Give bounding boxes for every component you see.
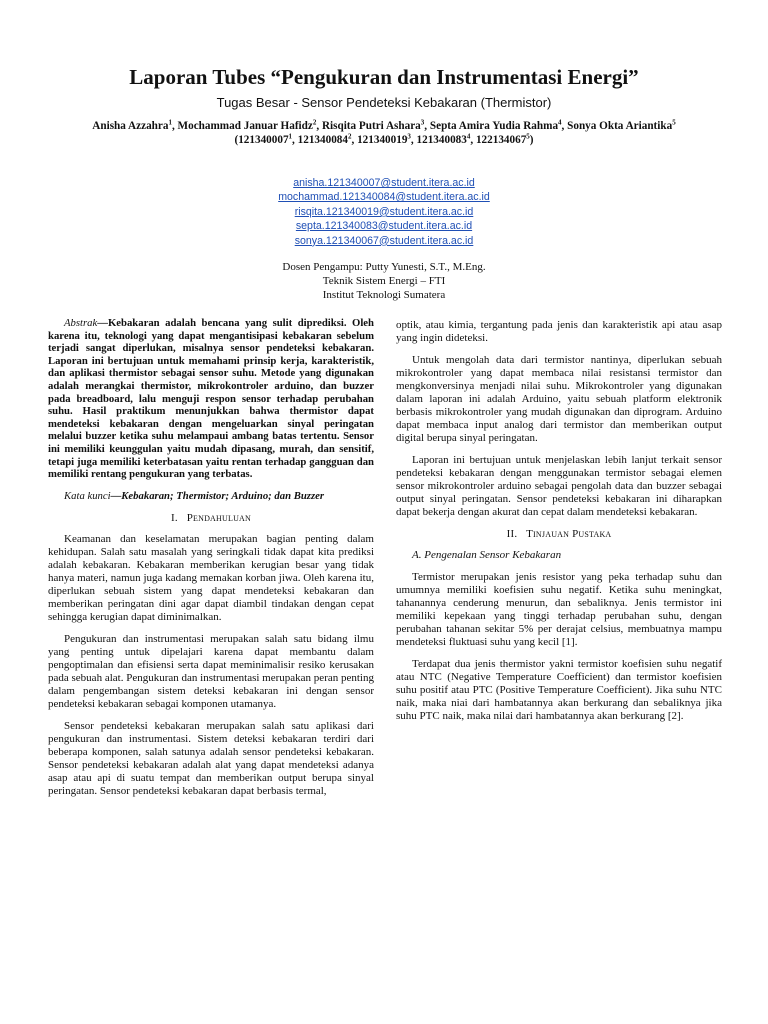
body-paragraph: Untuk mengolah data dari termistor nantinya, diperlukan sebuah mikrokontroler yang dapat membaca nilai resistansi termistor dan mengkonversinya menjadi nilai suhu. Mikrokontroler yang digunakan dalam laporan ini adalah Arduino, yaitu sebuah platform elektronik berbasis mikrokontroler yang mudah digunakan dan diprogram. Arduino dapat membaca input analog dari termistor dan memberikan output digital berupa sinyal peringatan.	[396, 354, 722, 444]
section-title: Tinjauan Pustaka	[526, 528, 612, 540]
author-id: 121340083	[416, 134, 467, 146]
paper-title: Laporan Tubes “Pengukuran dan Instrumentasi Energi”	[129, 65, 639, 89]
subsection-heading-a: A. Pengenalan Sensor Kebakaran	[412, 549, 562, 561]
email-link[interactable]: sonya.121340067@student.itera.ac.id	[294, 234, 474, 247]
author-id: 121340084	[297, 134, 348, 146]
keywords	[48, 490, 374, 503]
author-id-mark: 3	[407, 132, 411, 141]
body-paragraph: Laporan ini bertujuan untuk menjelaskan lebih lanjut terkait sensor pendeteksi kebakaran dengan menggunakan termistor sebagai elemen sensor mikrokontroler arduino sebagai pengolah data dan buzzer sebagai output sinyal peringatan. Sensor pendeteksi kebakaran ini diharapkan dapat bekerja dengan akurat dan cepat dalam mendeteksi kebakaran.	[396, 454, 722, 518]
author-id: 122134067	[475, 134, 527, 146]
paper-subtitle: Tugas Besar - Sensor Pendeteksi Kebakaran (Thermistor)	[216, 95, 552, 110]
abstract	[48, 317, 374, 481]
supervisor-line: Dosen Pengampu: Putty Yunesti, S.T., M.Eng.	[282, 261, 486, 273]
abstract-body: —Kebakaran adalah bencana yang sulit diprediksi. Oleh karena itu, teknologi yang dapat mengantisipasi kebakaran sebelum terjadi sangat diperlukan, misalnya sensor pendeteksi kebakaran. Laporan ini bertujuan untuk memahami prinsip kerja, karakteristik, dan aplikasi thermistor sebagai sensor suhu. Metode yang digunakan adalah merangkai thermistor, mikrokontroler arduino, dan buzzer pada breadboard, lalu menguji respon sensor terhadap perubahan suhu. Hasil praktikum menunjukkan bahwa thermistor dapat mendeteksi kebakaran dengan mengeluarkan sinyal peringatan melalui buzzer ketika suhu melampaui ambang batas tertentu. Sensor ini memiliki keunggulan yaitu mudah dipasang, murah, dan sensitif, tetapi juga memiliki keterbatasan yaitu rentan terhadap gangguan dan memiliki rentang pengukuran yang terbatas.	[48, 317, 374, 481]
author-ids: (121340007$^1$, 121340084$^2$, 121340019$^3$, 121340083$^4$, 122134067$^5$)	[234, 132, 534, 146]
section-number: I.	[171, 511, 178, 524]
section-heading-2	[396, 528, 722, 541]
department-line: Teknik Sistem Energi – FTI	[322, 275, 446, 287]
author-name: Septa Amira Yudia Rahma	[429, 120, 559, 132]
section-heading-1	[48, 512, 374, 525]
institution-line: Institut Teknologi Sumatera	[322, 289, 446, 301]
email-link[interactable]: mochammad.121340084@student.itera.ac.id	[278, 191, 490, 204]
author-id: 121340007	[238, 134, 289, 146]
left-column	[48, 317, 374, 807]
section-title: Pendahuluan	[186, 511, 251, 524]
body-paragraph: Terdapat dua jenis thermistor yakni termistor koefisien suhu negatif atau NTC (Negative Temperature Coefficient) dan termistor koefisien suhu positif atau PTC (Positive Temperature Coefficient). Jika suhu NTC naik, maka niai dari hambatannya akan berkurang dan sebaliknya jika suhu PTC naik, maka nilai dari hambatannya akan berkurang [2].	[396, 658, 722, 722]
author-names: Anisha Azzahra$^1$, Mochammad Januar Hafidz$^2$, Risqita Putri Ashara$^3$, Septa Amira Yudia Rahma$^4$, Sonya Okta Ariantika$^5$	[92, 118, 676, 132]
author-id-mark: 4	[466, 132, 471, 141]
email-link[interactable]: septa.121340083@student.itera.ac.id	[295, 220, 473, 233]
author-id-mark: 2	[347, 132, 352, 141]
author-mark: 5	[672, 118, 676, 127]
author-name: Mochammad Januar Hafidz	[177, 120, 313, 132]
abstract-lead: Abstrak	[64, 317, 98, 329]
author-name: Risqita Putri Ashara	[321, 120, 421, 132]
author-block	[70, 119, 698, 147]
body-paragraph: Keamanan dan keselamatan merupakan bagian penting dalam kehidupan. Salah satu masalah yang seringkali tidak dapat kita prediksi adalah kebakaran. Kebakaran memberikan kerugian besar yang tidak hanya materi, namun juga kadang memakan korban jiwa. Oleh karena itu, diperlukan sebuah sistem yang dapat mendeteksi kebakaran dan memberikan peringatan dini agar dapat diambil tindakan dengan cepat sehingga kerugian dapat diminimalkan.	[48, 532, 374, 623]
author-id-mark: 5	[526, 132, 530, 141]
email-link[interactable]: anisha.121340007@student.itera.ac.id	[293, 177, 475, 189]
body-paragraph-continued: optik, atau kimia, tergantung pada jenis dan karakteristik api atau asap yang ingin dideteksi.	[396, 319, 722, 344]
section-number: II.	[506, 528, 518, 540]
affiliation-block	[0, 260, 768, 302]
email-link[interactable]: risqita.121340019@student.itera.ac.id	[294, 205, 474, 218]
author-name: Sonya Okta Ariantika	[567, 120, 673, 132]
author-mark: 1	[168, 118, 172, 127]
keywords-body: —Kebakaran; Thermistor; Arduino; dan Buzzer	[110, 489, 325, 502]
author-id-mark: 1	[288, 132, 293, 141]
email-list	[0, 176, 768, 248]
keywords-lead: Kata kunci	[64, 489, 111, 502]
author-name: Anisha Azzahra	[92, 120, 169, 132]
right-column	[396, 319, 722, 732]
author-mark: 3	[420, 118, 425, 127]
author-mark: 4	[558, 118, 562, 127]
body-paragraph: Pengukuran dan instrumentasi merupakan salah satu bidang ilmu yang penting untuk dipelajari karena dapat membantu dalam pengoptimalan dan efisiensi serta dapat meminimalisir resiko kerusakan pada sebuah alat. Pengukuran dan instrumentasi merupakan peran penting dalam pengembangan sistem deteksi kebakaran ini dengan sensor pendeteksi kebakaran sebagai komponen utamanya.	[48, 632, 374, 710]
body-paragraph: Termistor merupakan jenis resistor yang peka terhadap suhu dan umumnya memiliki koefisien suhu negatif. Ketika suhu meningkat, tahanannya cenderung menurun, dan sebaliknya. Jenis termistor ini memiliki kepekaan yang tinggi terhadap perubahan suhu, dengan perubahan tahanan sekitar 5% per derajat celsius, membuatnya mampu mendeteksi fluktuasi suhu yang kecil [1].	[396, 571, 722, 648]
author-id: 121340019	[357, 134, 408, 146]
body-paragraph: Sensor pendeteksi kebakaran merupakan salah satu aplikasi dari pengukuran dan instrumentasi. Sistem deteksi kebakaran terdiri dari beberapa komponen, salah satunya adalah sensor pendeteksi kebakaran. Sensor pendeteksi kebakaran adalah alat yang dapat mendeteksi adanya asap atau api di suatu tempat dan memberikan output berupa sinyal peringatan. Sensor pendeteksi kebakaran dapat berbasis termal,	[48, 719, 374, 797]
author-mark: 2	[312, 118, 317, 127]
